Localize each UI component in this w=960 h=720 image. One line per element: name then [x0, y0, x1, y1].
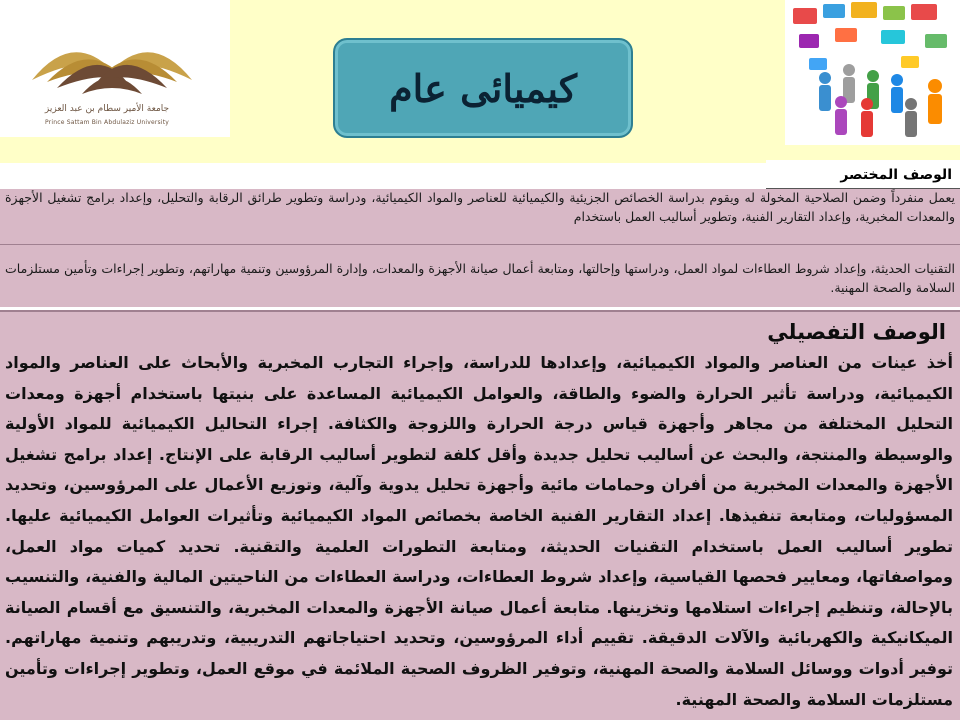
page-title: كيميائى عام [389, 65, 577, 111]
detailed-description-body: أخذ عينات من العناصر والمواد الكيميائية، وإعدادها للدراسة، وإجراء التجارب المخبرية والأبحاث على العناصر والمواد الكيميائية، ودراسة تأثير الحرارة والضوء والطاقة، والعوامل الكيميائية المساعدة على بنيتها باستخدام أجهزة ومعدات التحليل المختلفة من مجاهر وأجهزة قياس درجة الحرارة واللزوجة والكثافة. إجراء التحاليل الكيميائية للمواد الأولية والوسيطة والمنتجة، والبحث عن أساليب تحليل جديدة وأقل كلفة لتطوير أساليب الرقابة على الإنتاج. إعداد برامج تشغيل الأجهزة والمعدات المخبرية من أفران وحمامات مائية وأجهزة تحليل يدوية وآلية، وتوزيع الأعمال على المرؤوسين، وتحديد المسؤوليات، ومتابعة تنفيذها. إعداد التقارير الفنية الخاصة بخصائص المواد الكيميائية وتأثيرات العوامل الكيميائية عليها. تطوير أساليب العمل باستخدام التقنيات الحديثة، ومتابعة التطورات العلمية والتقنية. تحديد كميات مواد العمل، ومواصفاتها، ومعايير فحصها القياسية، وإعداد شروط العطاءات، ودراسة العطاءات من الناحيتين المالية والفنية، والتنسيب بالإحالة، وتنظيم إجراءات استلامها وتخزينها. متابعة أعمال صيانة الأجهزة والمعدات المخبرية، والتنسيق مع أقسام الصيانة الميكانيكية والكهربائية والآلات الدقيقة. تقييم أداء المرؤوسين، وتحديد احتياجاتهم التدريبية، وتدريبهم وتنمية مهاراتهم. توفير أدوات ووسائل السلامة والصحة المهنية، وتوفير الظروف الصحية الملائمة في موقع العمل، وتطوير إجراءات وتأمين مستلزمات السلامة والصحة المهنية. [5, 353, 953, 709]
detailed-description-heading: الوصف التفصيلي [767, 320, 946, 344]
university-logo [0, 0, 230, 137]
logo-name-english: Prince Sattam Bin Abdulaziz University [44, 119, 170, 126]
logo-emblem-icon [12, 10, 212, 105]
brief-description-text-1: يعمل منفرداً وضمن الصلاحية المخولة له ويقوم بدراسة الخصائص الجزيئية والكيميائية للعناصر والمواد الكيميائية، ودراسة وتطوير طرائق الرقابة والتحليل، وإعداد برامج تشغيل الأجهزة والمعدات المخبرية، وإعداد التقارير الفنية، وتطوير أساليب العمل باستخدام [5, 190, 955, 224]
brief-divider [0, 244, 960, 245]
brief-description-label: الوصف المختصر [766, 160, 960, 189]
people-speech-bubbles-icon [785, 0, 960, 145]
detail-divider [0, 310, 960, 312]
brief-description-text-2: التقنيات الحديثة، وإعداد شروط العطاءات لمواد العمل، ودراستها وإحالتها، ومتابعة أعمال صيانة الأجهزة والمعدات، وإدارة المرؤوسين وتنمية مهاراتهم، وتطوير إجراءات وتأمين مستلزمات السلامة والصحة المهنية. [5, 261, 955, 295]
logo-name-arabic: جامعة الأمير سطام بن عبد العزيز [44, 104, 170, 114]
detailed-description-panel [0, 310, 960, 720]
brief-description-panel [0, 189, 960, 307]
title-banner [333, 38, 633, 138]
